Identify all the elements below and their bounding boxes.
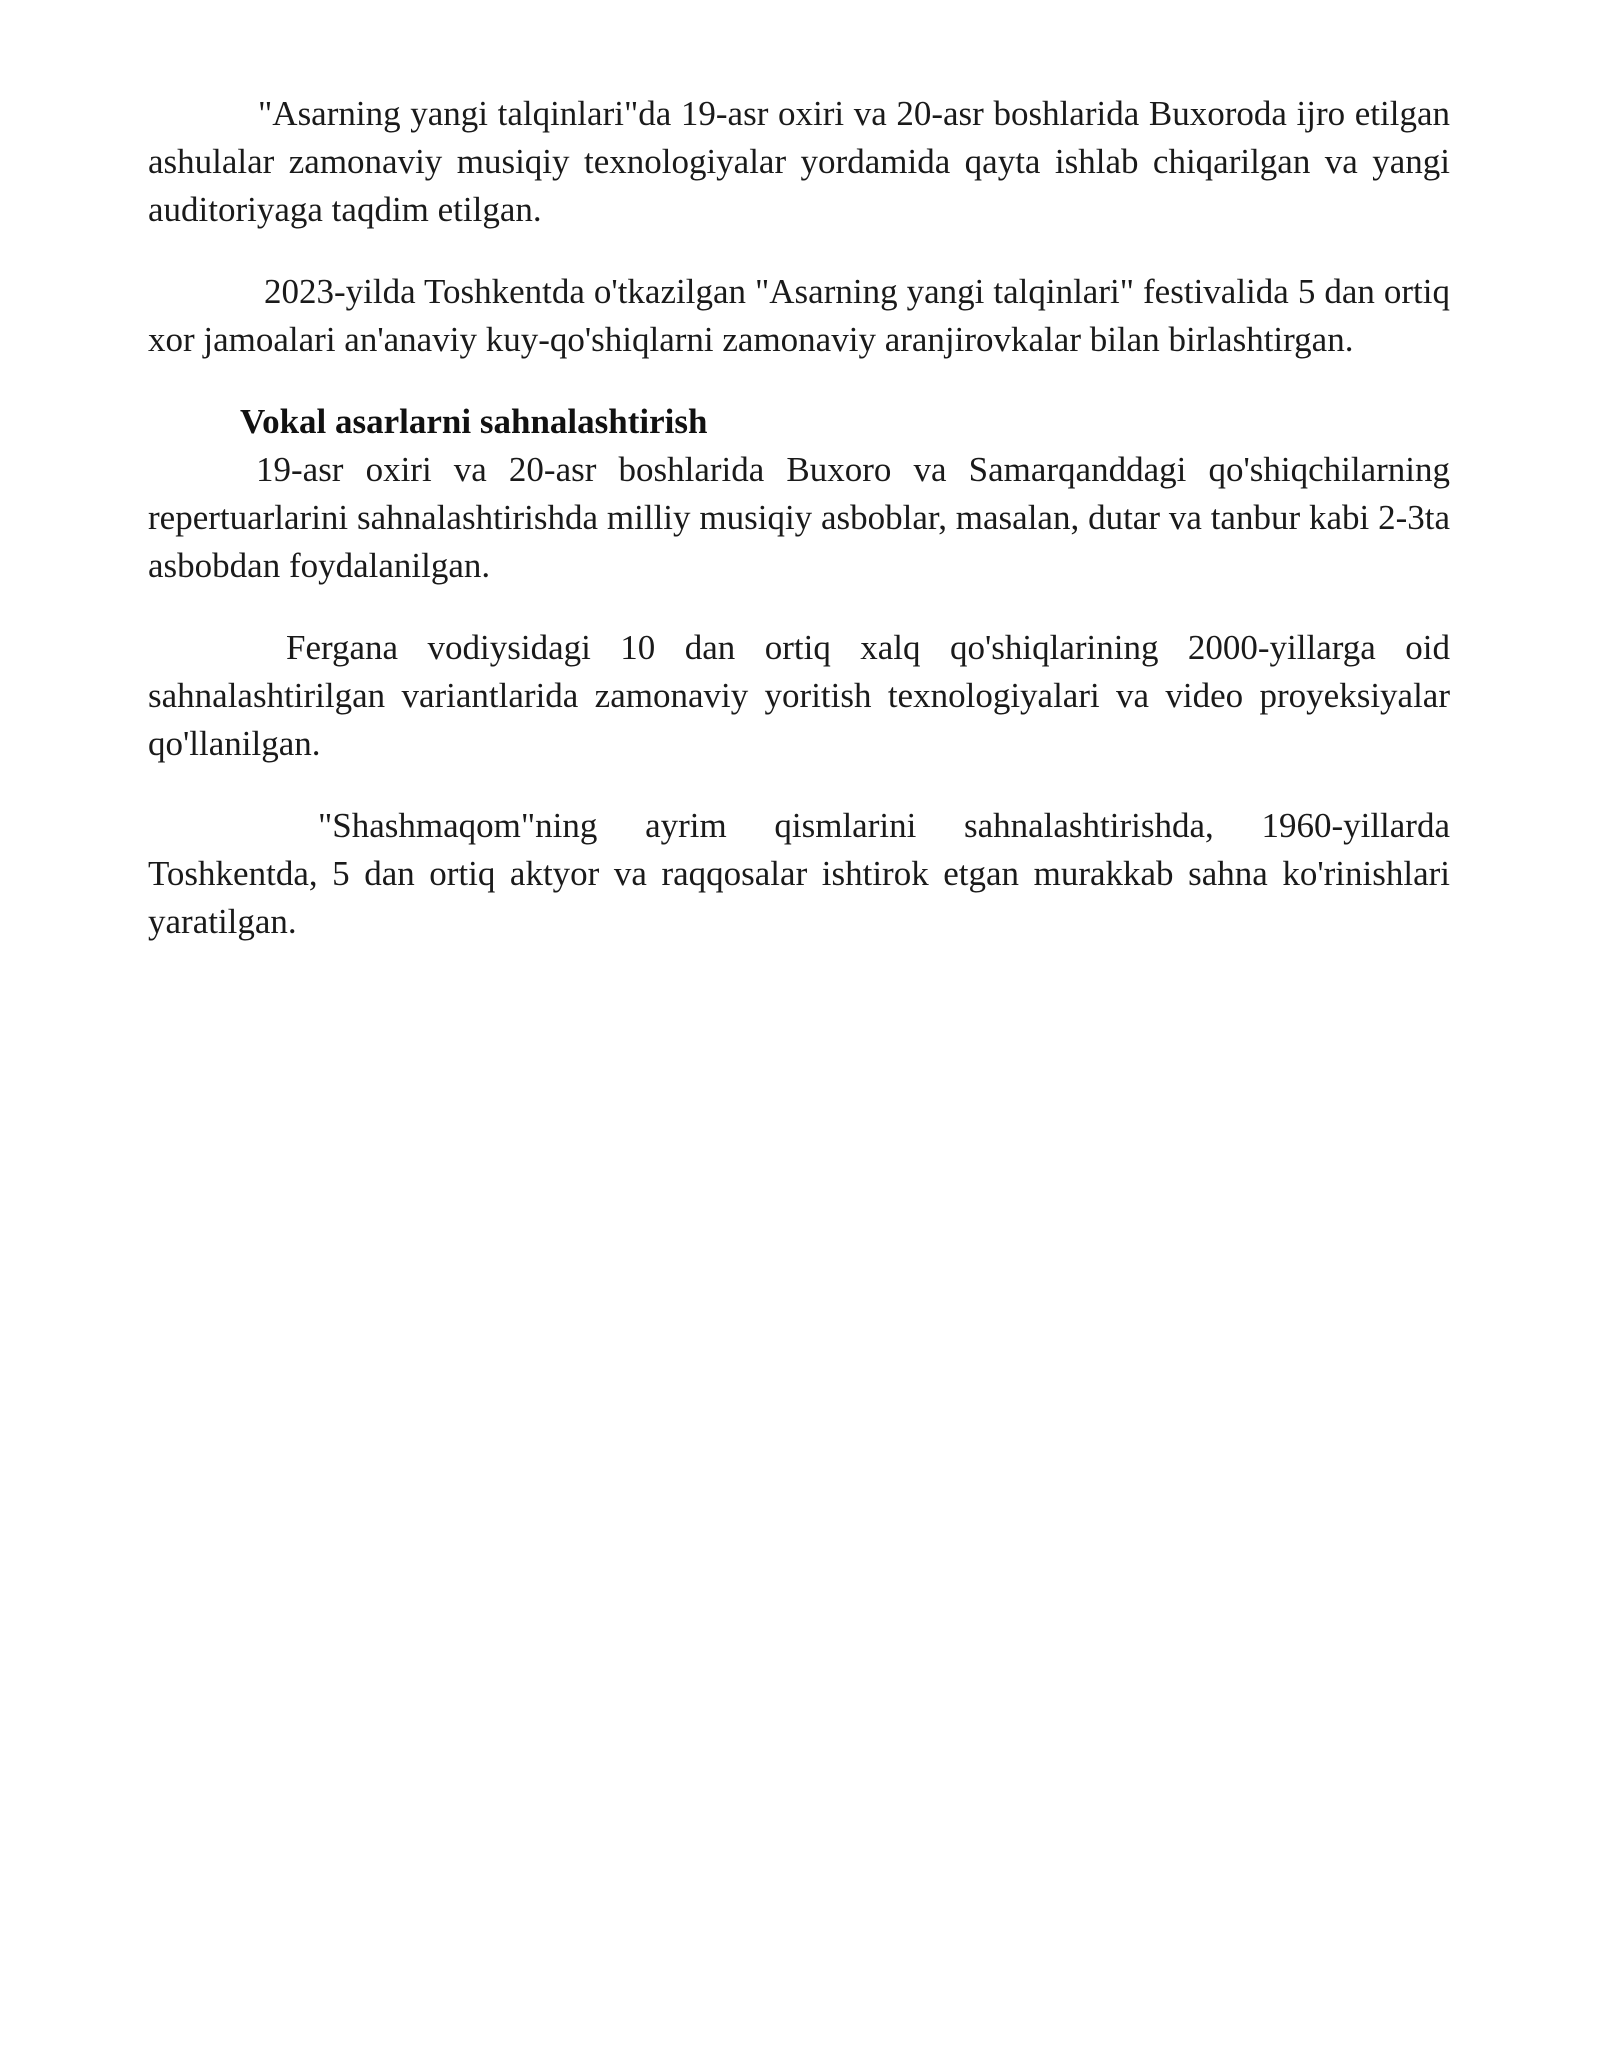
paragraph-festival-2023: 2023-yilda Toshkentda o'tkazilgan "Asarning yangi talqinlari" festivalida 5 dan ortiq xor jamoalari an'anaviy kuy-qo'shiqlarni zamonaviy aranjirovkalar bilan birlashtirgan.	[148, 272, 1450, 359]
paragraph-buxoro-samarqand: 19-asr oxiri va 20-asr boshlarida Buxoro va Samarqanddagi qo'shiqchilarning repertuarlarini sahnalashtirishda milliy musiqiy asboblar, masalan, dutar va tanbur kabi 2-3ta asbobdan foydalanilgan.	[148, 450, 1450, 585]
paragraph-fergana-vodiysi: Fergana vodiysidagi 10 dan ortiq xalq qo'shiqlarining 2000-yillarga oid sahnalashtirilgan variantlarida zamonaviy yoritish texnologiyalari va video proyeksiyalar qo'llanilgan.	[148, 628, 1450, 763]
section-heading: Vokal asarlarni sahnalashtirish	[240, 402, 708, 441]
paragraph-asarning-talqinlari: "Asarning yangi talqinlari"da 19-asr oxiri va 20-asr boshlarida Buxoroda ijro etilgan ashulalar zamonaviy musiqiy texnologiyalar yordamida qayta ishlab chiqarilgan va yangi auditoriyaga taqdim etilgan.	[148, 94, 1450, 229]
document-body	[148, 90, 1450, 946]
paragraph-shashmaqom: "Shashmaqom"ning ayrim qismlarini sahnalashtirishda, 1960-yillarda Toshkentda, 5 dan ortiq aktyor va raqqosalar ishtirok etgan murakkab sahna ko'rinishlari yaratilgan.	[148, 806, 1450, 941]
